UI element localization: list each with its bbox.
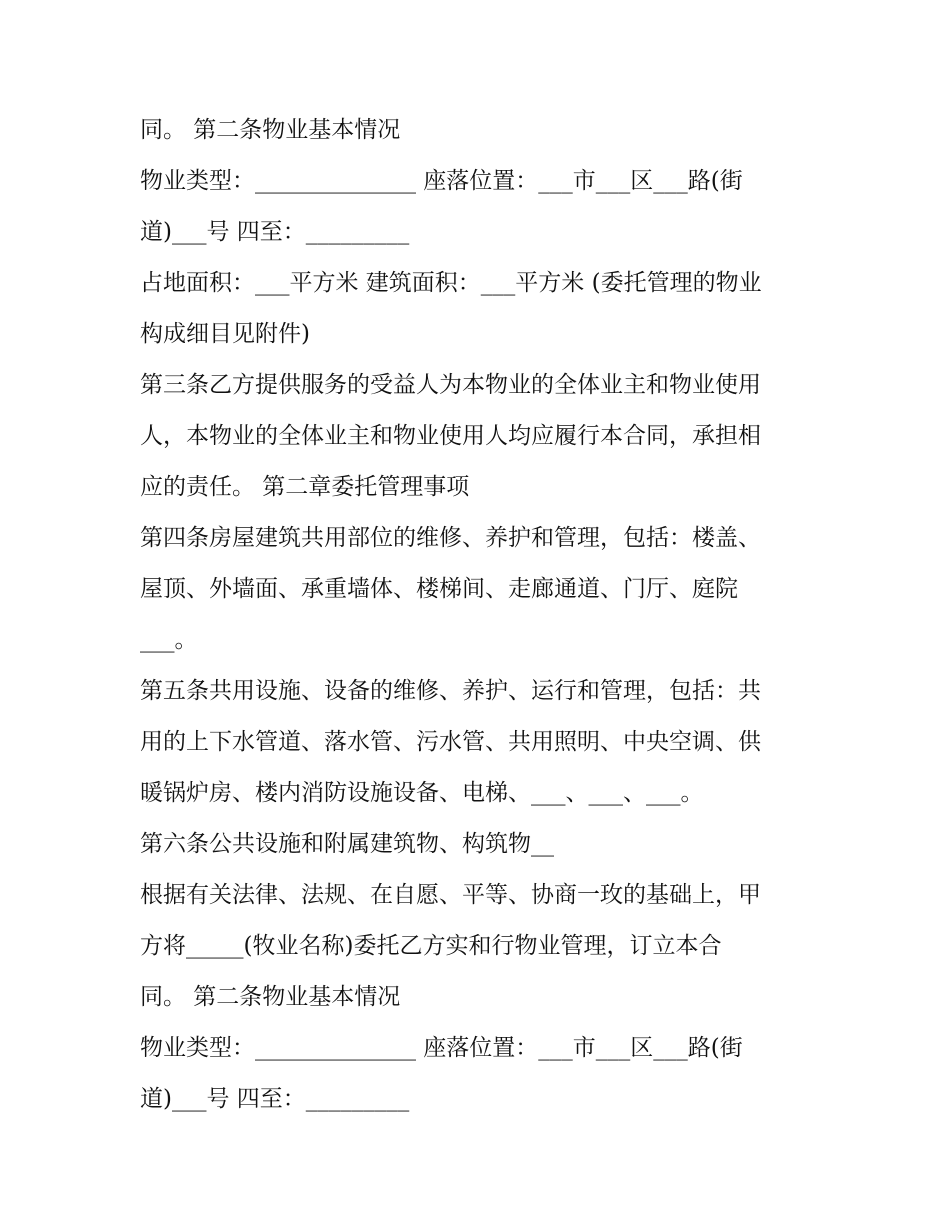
text-line: 人，本物业的全体业主和物业使用人均应履行本合同，承担相 [140, 423, 761, 449]
text-line: 方将_____(牧业名称)委托乙方实和行物业管理，订立本合 [140, 933, 722, 959]
text-line: 用的上下水管道、落水管、污水管、共用照明、中央空调、供 [140, 729, 761, 755]
text-line: 道)___号 四至：_________ [140, 1086, 410, 1112]
contract-text-block [140, 105, 820, 1125]
text-line: 根据有关法律、法规、在自愿、平等、协商一玫的基础上，甲 [140, 882, 761, 908]
text-line: 物业类型：______________ 座落位置：___市___区___路(街 [140, 1035, 743, 1061]
text-line: 第六条公共设施和附属建筑物、构筑物__ [140, 831, 554, 857]
text-line: 同。 第二条物业基本情况 [140, 984, 401, 1010]
text-line: 第三条乙方提供服务的受益人为本物业的全体业主和物业使用 [140, 372, 761, 398]
text-line: 屋顶、外墙面、承重墙体、楼梯间、走廊通道、门厅、庭院 [140, 576, 738, 602]
text-line: 应的责任。 第二章委托管理事项 [140, 474, 470, 500]
text-line: ___。 [140, 627, 198, 653]
text-line: 第五条共用设施、设备的维修、养护、运行和管理，包括：共 [140, 678, 761, 704]
text-line: 构成细目见附件) [140, 321, 310, 347]
text-line: 占地面积：___平方米 建筑面积：___平方米 (委托管理的物业 [140, 270, 762, 296]
text-line: 暖锅炉房、楼内消防设施设备、电梯、___、___、___。 [140, 780, 704, 806]
text-line: 第四条房屋建筑共用部位的维修、养护和管理，包括：楼盖、 [140, 525, 761, 551]
text-line: 物业类型：______________ 座落位置：___市___区___路(街 [140, 168, 743, 194]
text-line: 道)___号 四至：_________ [140, 219, 410, 245]
text-line: 同。 第二条物业基本情况 [140, 117, 401, 143]
